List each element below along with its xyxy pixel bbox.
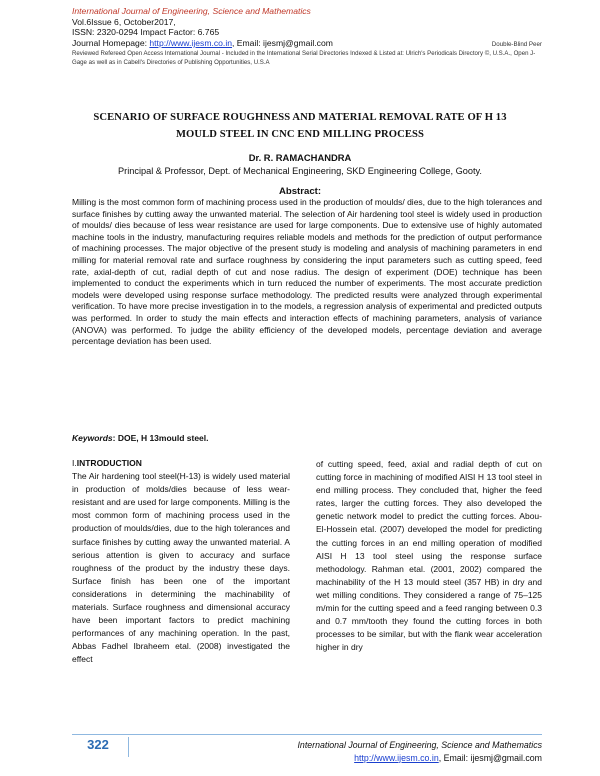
page-number: 322 [87,737,109,752]
keywords-label: Keywords [72,433,113,443]
homepage-label: Journal Homepage: [72,37,150,48]
intro-right-column [316,458,542,654]
footer-journal-name: International Journal of Engineering, Science and Mathematics [297,740,542,750]
footer-contact [134,752,542,765]
intro-left-column [72,457,290,667]
intro-right-text: of cutting speed, feed, axial and radial depth of cut on cutting force in machining of modified AISI H 13 tool steel in end milling process. They concluded that, higher the feed rates, larger the cutting forces. They also developed the genetic network model to predict the cutting forces. Abou-El-Hossein etal. (2007) developed the model for predicting the cutting forces in an end milling operation of modified AISI H 13 tool steel using the response surface methodology. Rahman etal. (2001, 2002) compared the machinability of the H 13 mould steel (357 HB) in dry and wet milling conditions. They considered a range of 75–125 m/min for the cutting speed and a feed ranging between 0.3 and 0.7 mm/tooth they found the cutting forces in both processes to be similar, but with the flank wear acceleration higher in dry [316,459,542,653]
intro-heading [72,457,290,470]
journal-header [72,6,542,67]
header-issn: ISSN: 2320-0294 Impact Factor: 6.765 [72,27,220,38]
keywords-value: : DOE, H 13mould steel. [112,433,209,443]
abstract-text: Milling is the most common form of machining process used in the production of moulds/ dies, due to the high tolerances and surface finishes by cutting away the unwanted material. The selection of Air hardening tool steel is widely used in production of moulds/ dies because of less wear resistance are used for large components. Due to extensive use of highly automated machine tools in the industry, manufacturing requires reliable models and methods for the prediction of output performance of machining processes. The major objective of the present study is modeling and analysis of machining parameters in end milling for material removal rate and surface roughness by considering the input parameters such as cutting speed, feed rate, axial-depth of cut, radial depth of cut and nose radius. The design of experiment (DOE) technique has been implemented to conduct the experiments which in turn reduced the number of experiments. The most accurate prediction models were developed using response surface methodology. The predicted results were analyzed through experimental verification. To have more precise investigation in to the models, a regression analysis of experimental and predicted outputs was performed. In order to study the main effects and interaction effects of machining parameters, analysis of variance (ANOVA) was performed. To judge the ability efficiency of the developed models, percentage deviation and average percentage deviation has been used. [72,197,542,347]
intro-section-title: INTRODUCTION [76,458,142,468]
intro-section-number: I. [72,458,77,468]
intro-left-text: The Air hardening tool steel(H-13) is widely used material in production of molds/dies because of less wear-resistant and are used for large components. Milling is the most common form of machining process used in the production of moulds/dies, due to the high tolerances and surface finishes by cutting away the unwanted material. A serious attention is given to accuracy and surface roughness of the product by the industry these days. Surface finish has been one of the important considerations in determining the machinability of materials. Surface roughness and dimensional accuracy have been important factors to predict machining performances of any machining operation. In the past, Abbas Fadhel Ibraheem etal. (2008) investigated the effect [72,471,290,665]
footer-rule [72,734,542,735]
paper-author: Dr. R. RAMACHANDRA [248,152,352,163]
header-homepage [72,38,333,49]
paper-affiliation: Principal & Professor, Dept. of Mechanical Engineering, SKD Engineering College, Gooty. [118,166,482,176]
footer-info [134,739,542,764]
footer-email: , Email: ijesmj@gmail.com [438,752,542,763]
review-tag: Double-Blind Peer [491,40,542,48]
homepage-link[interactable]: http://www.ijesm.co.in [149,37,233,48]
header-homepage-row [72,38,542,51]
header-journal-name: International Journal of Engineering, Science and Mathematics [72,6,311,16]
reviewed-line: Reviewed Refereed Open Access International Journal - Included in the International Serial Directories Indexed & Listed at: Ulrich's Periodicals Directory ©, U.S.A., Open J-Gage as well as in Cabell's Directories of Publishing Opportunities, U.S.A [72,50,536,66]
header-volume: Vol.6Issue 6, October2017, [72,16,176,27]
abstract-heading: Abstract: [278,186,322,197]
header-email: , Email: ijesmj@gmail.com [232,37,333,48]
paper-title: SCENARIO OF SURFACE ROUGHNESS AND MATERIAL REMOVAL RATE OF H 13 MOULD STEEL IN CNC END MILLING PROCESS [93,112,507,140]
keywords [72,433,542,443]
page-number-separator [128,737,129,757]
footer-url-link[interactable]: http://www.ijesm.co.in [354,752,439,763]
